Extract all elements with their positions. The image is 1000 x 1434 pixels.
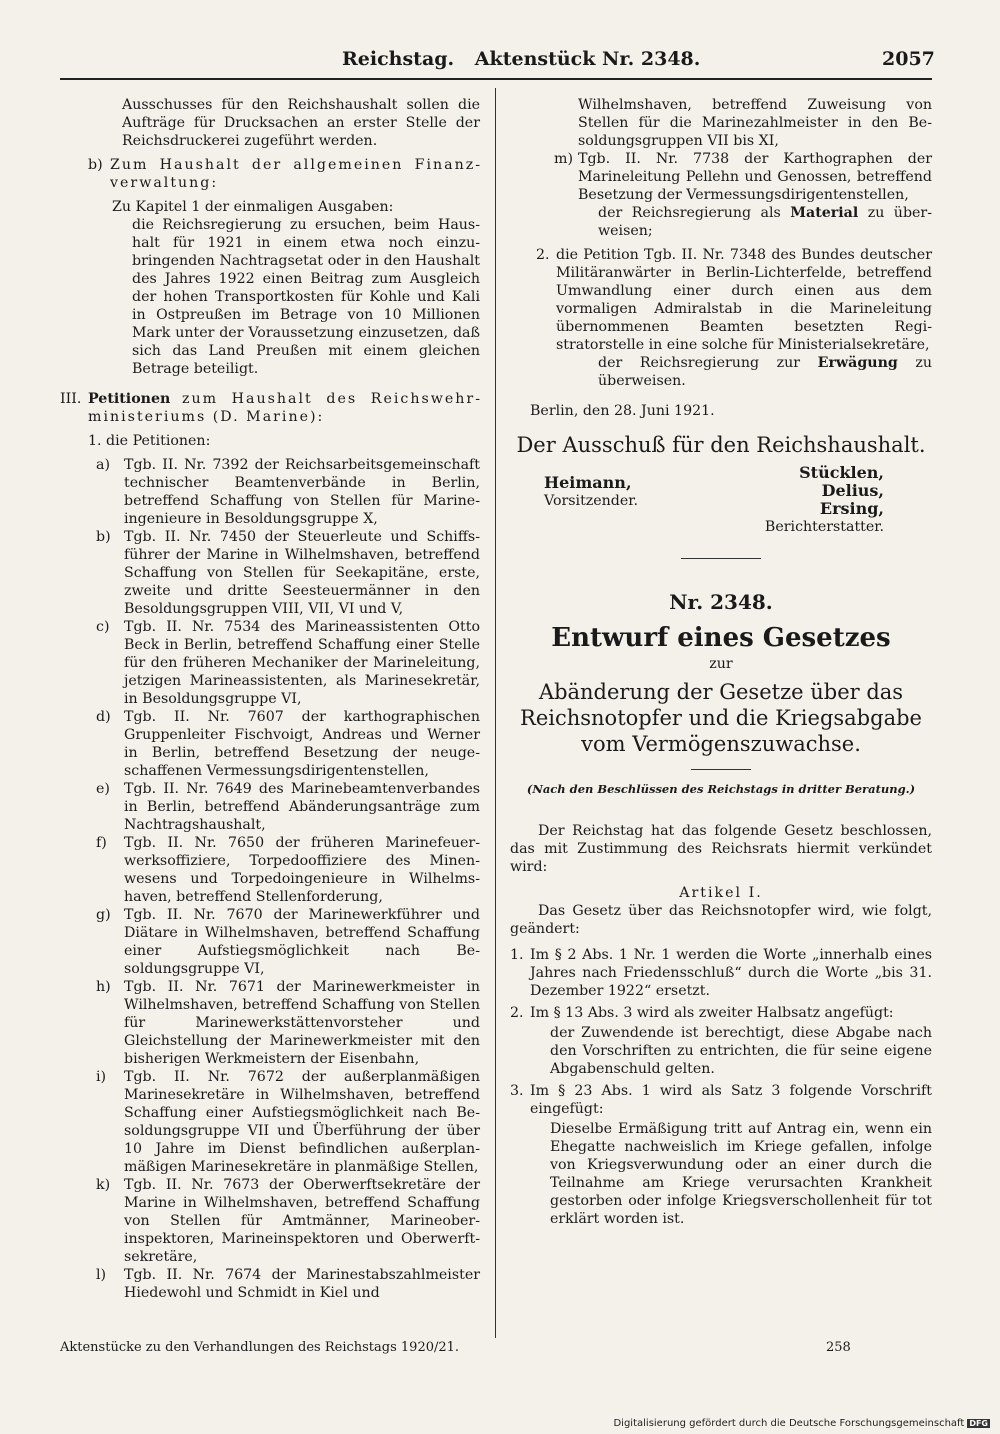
petition-item-text: Tgb. II. Nr. 7674 der Marinestabszahlmeister Hiedewohl und Schmidt in Kiel und <box>124 1267 480 1301</box>
document-number: Nr. 2348. <box>669 590 773 614</box>
reporter-role: Berichterstatter. <box>764 519 884 535</box>
date-line: Berlin, den 28. Juni 1921. <box>530 403 715 419</box>
section-iii-text: zum Haushalt des Reichswehrministeriums (D. Marine): <box>88 391 480 425</box>
artikel-heading: Artikel I. <box>679 885 763 901</box>
petition-item-text: Tgb. II. Nr. 7450 der Steuerleute und Schiffsführer der Marine in Wilhelmshaven, betreffend Schaffung von Stellen für Seekapitäne, erste, zweite und dritte Seesteuermänner in den Besoldungsgruppen VIII, VII, VI und V, <box>124 529 480 617</box>
amendment-item <box>510 1082 932 1118</box>
amendment-item <box>510 946 932 1000</box>
petition-item <box>60 1176 480 1266</box>
reporter-name-1: Stücklen, <box>799 463 884 482</box>
amendment-item <box>510 1004 932 1022</box>
signatures <box>510 464 932 536</box>
header-rule <box>60 78 932 80</box>
petition-2-text: die Petition Tgb. II. Nr. 7348 des Bundes deutscher Militäranwärter in Berlin-Lichterfelde, betreffend Umwandlung einer durch einen aus dem vormaligen Admiralstab in die Marineleitung übernommenen Beamten besetzten Registratorstelle in eine solche für Ministerialsekretäre, <box>556 247 932 353</box>
right-column <box>510 96 932 1228</box>
reporter-name-2: Delius, <box>821 481 884 500</box>
committee-name: Der Ausschuß für den Reichshaushalt. <box>516 433 926 457</box>
item-m-resolution: der Reichsregierung als Material zu überweisen; <box>598 205 933 239</box>
chair-role: Vorsitzender. <box>544 493 639 509</box>
header-center: Aktenstück Nr. 2348. <box>474 48 701 70</box>
amendment-item-label: 2. <box>510 1005 524 1021</box>
petition-item-label: b) <box>96 529 111 545</box>
petition-item <box>60 618 480 708</box>
sheet-number: 258 <box>826 1340 851 1355</box>
section-iii-label: III. <box>60 391 82 407</box>
amendment-item-text: Im § 23 Abs. 1 wird als Satz 3 folgende Vorschrift eingefügt: <box>530 1083 932 1117</box>
petition-2 <box>510 246 932 354</box>
reporter-name-3: Ersing, <box>819 499 884 518</box>
intro-paragraph: Ausschusses für den Reichshaushalt sollen die Aufträge für Drucksachen an erster Stelle der Reichsdruckerei zugeführt werden. <box>122 97 480 149</box>
law-title-zur: zur <box>709 656 733 672</box>
petition-item-label: f) <box>96 835 107 851</box>
amendment-quote: Dieselbe Ermäßigung tritt auf Antrag ein, wenn ein Ehegatte nachweislich im Kriege gefallen, infolge von Kriegsverwundung oder an einer durch die Teilnahme am Kriege verursachten Krankheit gestorben oder infolge Kriegsverschollenheit für tot erklärt worden ist. <box>550 1121 932 1227</box>
reading-note: (Nach den Beschlüssen des Reichstags in dritter Beratung.) <box>526 782 916 796</box>
petition-item-text: Tgb. II. Nr. 7392 der Reichsarbeitsgemeinschaft technischer Beamtenverbände in Berlin, betreffend Schaffung von Stellen für Marineingenieure in Besoldungsgruppe X, <box>124 457 480 527</box>
amendment-list <box>510 946 932 1228</box>
petition-item-label: a) <box>96 457 110 473</box>
kapitel-text: die Reichsregierung zu ersuchen, beim Haushalt für 1921 in einem etwa noch einzubringenden Nachtragsetat oder in den Haushalt des Jahres 1922 einen Beitrag zum Ausgleich der hohen Transportkosten für Kohle und Kali in Ostpreußen im Betrage von 10 Millionen Mark unter der Voraussetzung einzusetzen, daß sich das Land Preußen mit einem gleichen Betrage beteiligt. <box>132 217 480 377</box>
header-running-title <box>342 48 700 70</box>
continued-item: Wilhelmshaven, betreffend Zuweisung von Stellen für die Marinezahlmeister in den Besoldungsgruppen VII bis XI, <box>578 97 932 149</box>
petition-item-label: k) <box>96 1177 111 1193</box>
law-title: Entwurf eines Gesetzes <box>551 623 891 653</box>
petition-item-label: h) <box>96 979 111 995</box>
petition-item-label: d) <box>96 709 111 725</box>
petition-item-text: Tgb. II. Nr. 7671 der Marinewerkmeister in Wilhelmshaven, betreffend Schaffung von Stellen für Marinewerkstättenvorsteher und Gleichstellung der Marinewerkmeister mit den bisherigen Werkmeistern der Eisenbahn, <box>124 979 480 1067</box>
petition-item <box>60 906 480 978</box>
petition-item-text: Tgb. II. Nr. 7649 des Marinebeamtenverbandes in Berlin, betreffend Abänderungsanträge zum Nachtragshaushalt, <box>124 781 480 833</box>
item-m <box>510 150 932 204</box>
section-iii <box>60 390 480 426</box>
petition-item <box>60 1068 480 1176</box>
section-b-text: Zum Haushalt der allgemeinen Finanzverwaltung: <box>110 157 480 191</box>
preamble: Der Reichstag hat das folgende Gesetz beschlossen, das mit Zustimmung des Reichsrats hiermit verkündet wird: <box>510 823 932 875</box>
footer-source: Aktenstücke zu den Verhandlungen des Reichstags 1920/21. <box>60 1340 460 1355</box>
petition-item <box>60 528 480 618</box>
header-left: Reichstag. <box>342 48 455 70</box>
petition-item <box>60 780 480 834</box>
dfg-credit <box>613 1418 990 1429</box>
petition-item <box>60 834 480 906</box>
law-subtitle: Abänderung der Gesetze über das Reichsnotopfer und die Kriegsabgabe vom Vermögenszuwachse. <box>520 680 922 756</box>
petition-item <box>60 708 480 780</box>
petition-item-text: Tgb. II. Nr. 7534 des Marineassistenten Otto Beck in Berlin, betreffend Schaffung einer Stelle für den früheren Mechaniker der Marineleitung, jetzigen Marineassistenten, als Marinesekretär, in Besoldungsgruppe VI, <box>124 619 480 707</box>
petition-item-text: Tgb. II. Nr. 7607 der karthographischen Gruppenleiter Fischvoigt, Andreas und Werner in Berlin, betreffend Besetzung der neugeschaffenen Vermessungsdirigentenstellen, <box>124 709 480 779</box>
petition-item <box>60 456 480 528</box>
petitionen-heading: Petitionen <box>88 391 171 407</box>
chair-name: Heimann, <box>544 473 632 492</box>
petition-item <box>60 978 480 1068</box>
item-m-text: Tgb. II. Nr. 7738 der Karthographen der Marineleitung Pellehn und Genossen, betreffend Besetzung der Vermessungsdirigentenstellen, <box>578 151 932 203</box>
kapitel-heading: Zu Kapitel 1 der einmaligen Ausgaben: <box>112 199 394 215</box>
item-m-label: m) <box>554 151 573 167</box>
dfg-logo: DFG <box>969 1419 988 1428</box>
petition-item-label: i) <box>96 1069 107 1085</box>
amendment-quote: der Zuwendende ist berechtigt, diese Abgabe nach den Vorschriften zu entrichten, die für seine eigene Abgabenschuld gelten. <box>550 1025 932 1077</box>
artikel-intro: Das Gesetz über das Reichsnotopfer wird, wie folgt, geändert: <box>510 903 932 937</box>
petition-item-label: c) <box>96 619 110 635</box>
section-b <box>60 156 480 192</box>
petitionen-label: 1. die Petitionen: <box>88 433 211 449</box>
left-column <box>60 96 480 1302</box>
petition-list <box>60 456 480 1302</box>
amendment-item-text: Im § 2 Abs. 1 Nr. 1 werden die Worte „innerhalb eines Jahres nach Friedensschluß“ durch die Worte „bis 31. Dezember 1922“ ersetzt. <box>530 947 932 999</box>
petition-item-label: g) <box>96 907 111 923</box>
petition-item <box>60 1266 480 1302</box>
petition-2-label: 2. <box>536 247 550 263</box>
petition-2-resolution: der Reichsregierung zur Erwägung zu überweisen. <box>598 355 932 389</box>
section-b-label: b) <box>88 157 103 173</box>
petition-item-text: Tgb. II. Nr. 7672 der außerplanmäßigen Marinesekretäre in Wilhelmshaven, betreffend Schaffung einer Aufstiegsmöglichkeit nach Besoldungsgruppe VII und Überführung der über 10 Jahre im Dienst befindlichen außerplanmäßigen Marinesekretäre in planmäßige Stellen, <box>124 1069 480 1175</box>
amendment-item-text: Im § 13 Abs. 3 wird als zweiter Halbsatz angefügt: <box>530 1005 894 1021</box>
petition-item-label: e) <box>96 781 110 797</box>
amendment-item-label: 1. <box>510 947 524 963</box>
petition-item-text: Tgb. II. Nr. 7670 der Marinewerkführer und Diätare in Wilhelmshaven, betreffend Schaffung einer Aufstiegsmöglichkeit nach Besoldungsgruppe VI, <box>124 907 480 977</box>
column-divider <box>495 88 496 1338</box>
petition-item-text: Tgb. II. Nr. 7673 der Oberwerftsekretäre der Marine in Wilhelmshaven, betreffend Schaffung von Stellen für Amtmänner, Marineoberinspektoren, Marineinspektoren und Oberwerftsekretäre, <box>124 1177 480 1265</box>
amendment-item-label: 3. <box>510 1083 524 1099</box>
petition-item-label: l) <box>96 1267 107 1283</box>
petition-item-text: Tgb. II. Nr. 7650 der früheren Marinefeuerwerksoffiziere, Torpedooffiziere des Minenwesens und Torpedoingenieure in Wilhelmshaven, betreffend Stellenforderung, <box>124 835 480 905</box>
dfg-text: Digitalisierung gefördert durch die Deutsche Forschungsgemeinschaft <box>613 1418 965 1429</box>
page-number: 2057 <box>882 48 935 70</box>
